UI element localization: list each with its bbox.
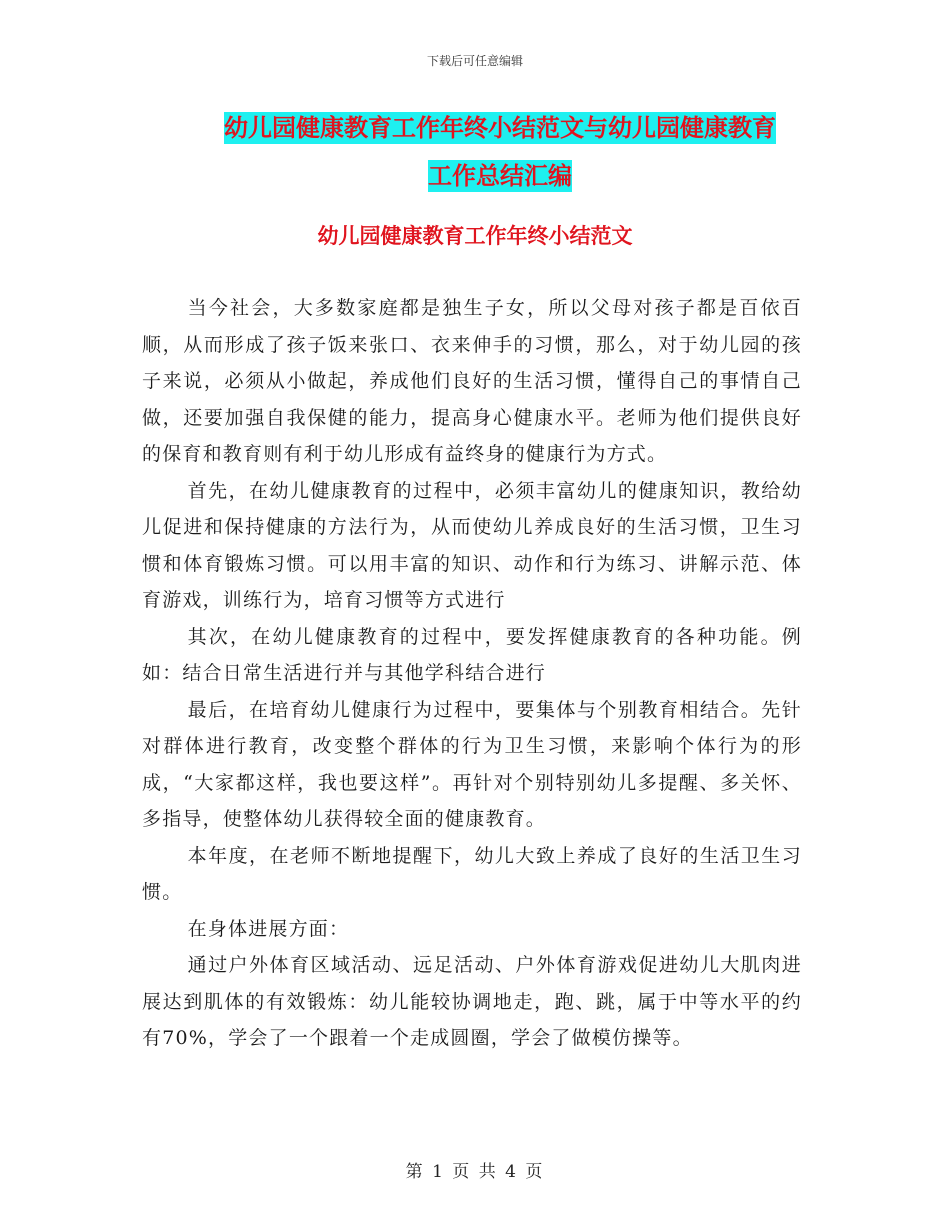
paragraph: 当今社会，大多数家庭都是独生子女，所以父母对孩子都是百依百顺，从而形成了孩子饭来张口、衣来伸手的习惯，那么，对于幼儿园的孩子来说，必须从小做起，养成他们良好的生活习惯，懂得自己的事情自己做，还要加强自我保健的能力，提高身心健康水平。老师为他们提供良好的保育和教育则有利于幼儿形成有益终身的健康行为方式。 bbox=[142, 297, 802, 465]
title-line-1: 幼儿园健康教育工作年终小结范文与幼儿园健康教育 bbox=[224, 114, 776, 142]
paragraph: 本年度，在老师不断地提醒下，幼儿大致上养成了良好的生活卫生习惯。 bbox=[142, 844, 802, 903]
page-footer: 第 1 页 共 4 页 bbox=[405, 1162, 545, 1182]
paragraph: 通过户外体育区域活动、远足活动、户外体育游戏促进幼儿大肌肉进展达到肌体的有效锻炼：幼儿能较协调地走，跑、跳，属于中等水平的约有70%，学会了一个跟着一个走成圆圈，学会了做模仿操等。 bbox=[142, 954, 802, 1049]
paragraph: 在身体进展方面： bbox=[187, 917, 350, 940]
header-note: 下载后可任意编辑 bbox=[426, 54, 523, 68]
body-text bbox=[142, 290, 802, 1057]
document-title bbox=[190, 104, 810, 200]
title-line-2: 工作总结汇编 bbox=[428, 162, 572, 190]
paragraph: 首先，在幼儿健康教育的过程中，必须丰富幼儿的健康知识，教给幼儿促进和保持健康的方法行为，从而使幼儿养成良好的生活习惯，卫生习惯和体育锻炼习惯。可以用丰富的知识、动作和行为练习、讲解示范、体育游戏，训练行为，培育习惯等方式进行 bbox=[142, 479, 802, 611]
section-title: 幼儿园健康教育工作年终小结范文 bbox=[317, 224, 633, 248]
paragraph: 其次，在幼儿健康教育的过程中，要发挥健康教育的各种功能。例如：结合日常生活进行并与其他学科结合进行 bbox=[142, 625, 802, 684]
paragraph: 最后，在培育幼儿健康行为过程中，要集体与个别教育相结合。先针对群体进行教育，改变整个群体的行为卫生习惯，来影响个体行为的形成，“大家都这样，我也要这样”。再针对个别特别幼儿多提醒、多关怀、多指导，使整体幼儿获得较全面的健康教育。 bbox=[142, 698, 802, 830]
